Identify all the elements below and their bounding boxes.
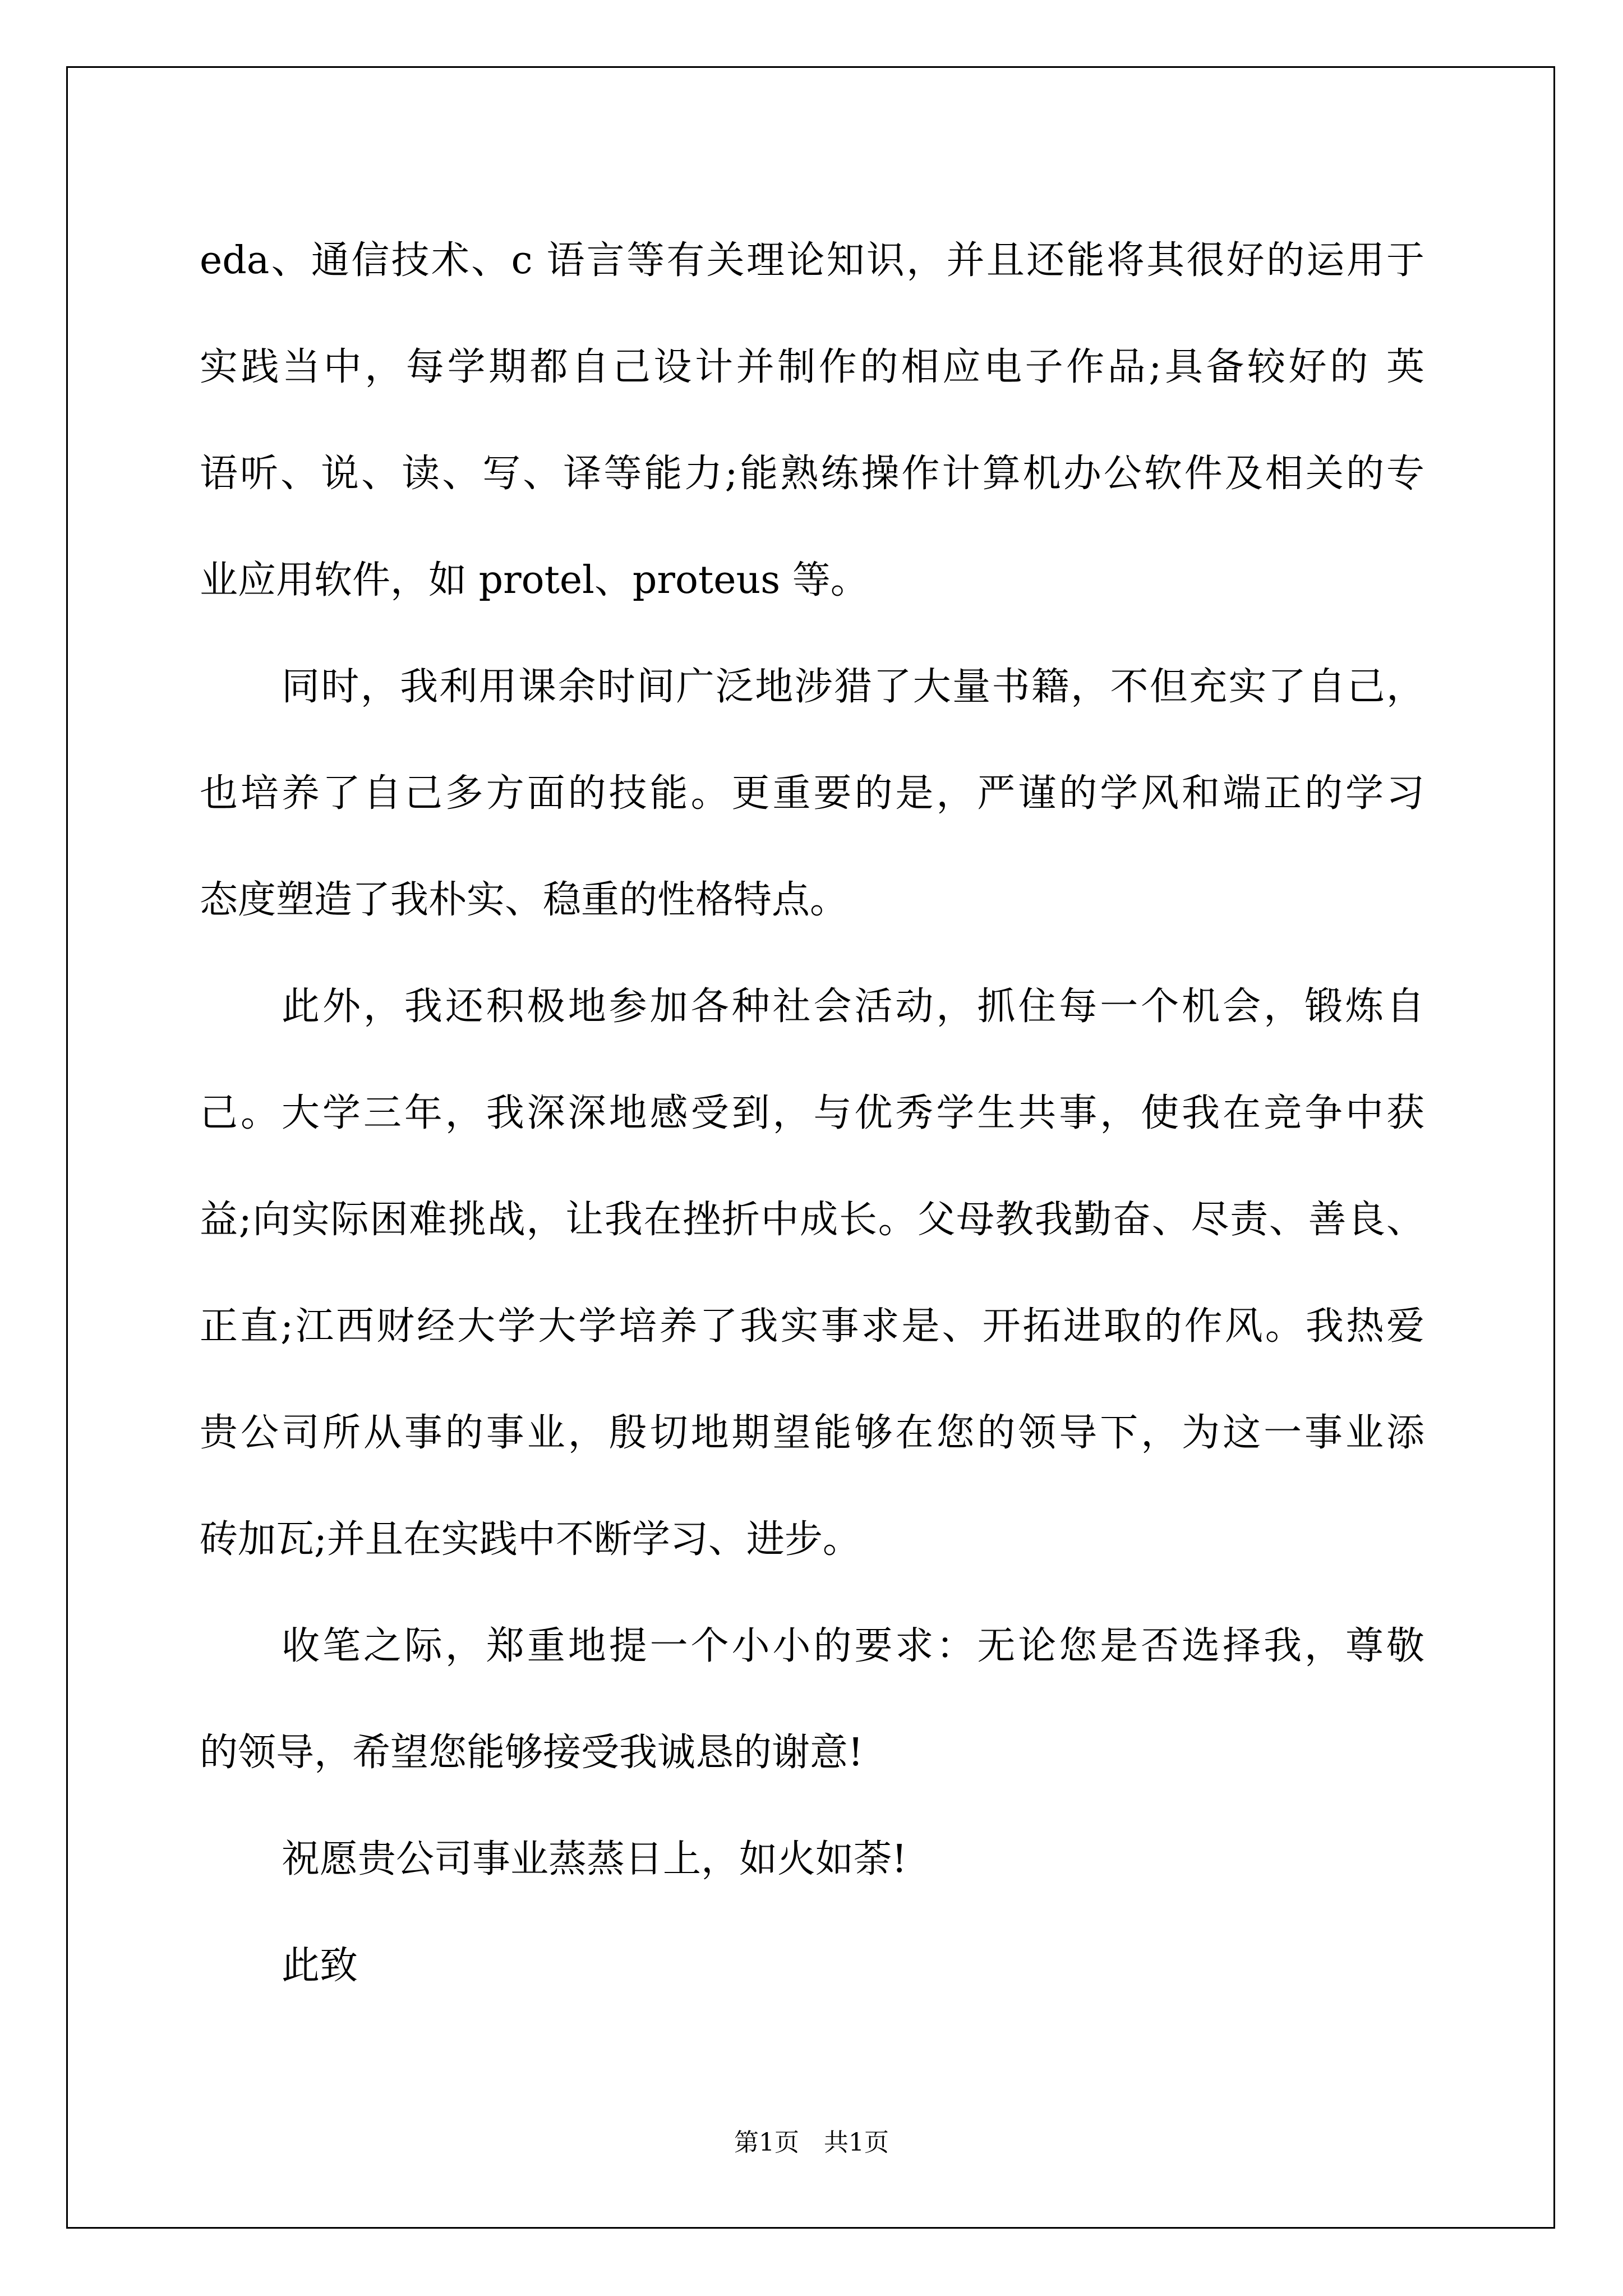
document-body <box>200 208 1424 2019</box>
text-line: 的领导，希望您能够接受我诚恳的谢意! <box>200 1731 864 1775</box>
text-line: 正直;江西财经大学大学培养了我实事求是、开拓进取的作风。我热爱 <box>200 1304 1424 1349</box>
text-line: 也培养了自己多方面的技能。更重要的是，严谨的学风和端正的学习 <box>200 771 1424 816</box>
text-line: 贵公司所从事的事业，殷切地期望能够在您的领导下，为这一事业添 <box>200 1411 1424 1455</box>
text-line: 语听、说、读、写、译等能力;能熟练操作计算机办公软件及相关的专 <box>200 452 1424 496</box>
text-line: 益;向实际困难挑战，让我在挫折中成长。父母教我勤奋、尽责、善良、 <box>200 1198 1424 1242</box>
page-footer: 第1页 共1页 <box>734 2128 889 2157</box>
text-line: 业应用软件，如 protel、proteus 等。 <box>200 558 869 602</box>
paragraph-start-line: 收笔之际，郑重地提一个小小的要求：无论您是否选择我，尊敬 <box>282 1624 1424 1668</box>
text-line: 砖加瓦;并且在实践中不断学习、进步。 <box>200 1517 861 1562</box>
text-line: 己。大学三年，我深深地感受到，与优秀学生共事，使我在竞争中获 <box>200 1091 1424 1135</box>
text-line: 态度塑造了我朴实、稳重的性格特点。 <box>200 878 849 922</box>
paragraph-start-line: 同时，我利用课余时间广泛地涉猎了大量书籍，不但充实了自己， <box>282 665 1424 709</box>
paragraph-start-line: 此外，我还积极地参加各种社会活动，抓住每一个机会，锻炼自 <box>282 984 1424 1029</box>
text-line: eda、通信技术、c 语言等有关理论知识，并且还能将其很好的运用于 <box>200 238 1424 283</box>
wish-line: 祝愿贵公司事业蒸蒸日上，如火如荼! <box>282 1837 907 1881</box>
text-line: 实践当中，每学期都自己设计并制作的相应电子作品;具备较好的 英 <box>200 345 1424 389</box>
closing-line: 此致 <box>282 1944 358 1988</box>
